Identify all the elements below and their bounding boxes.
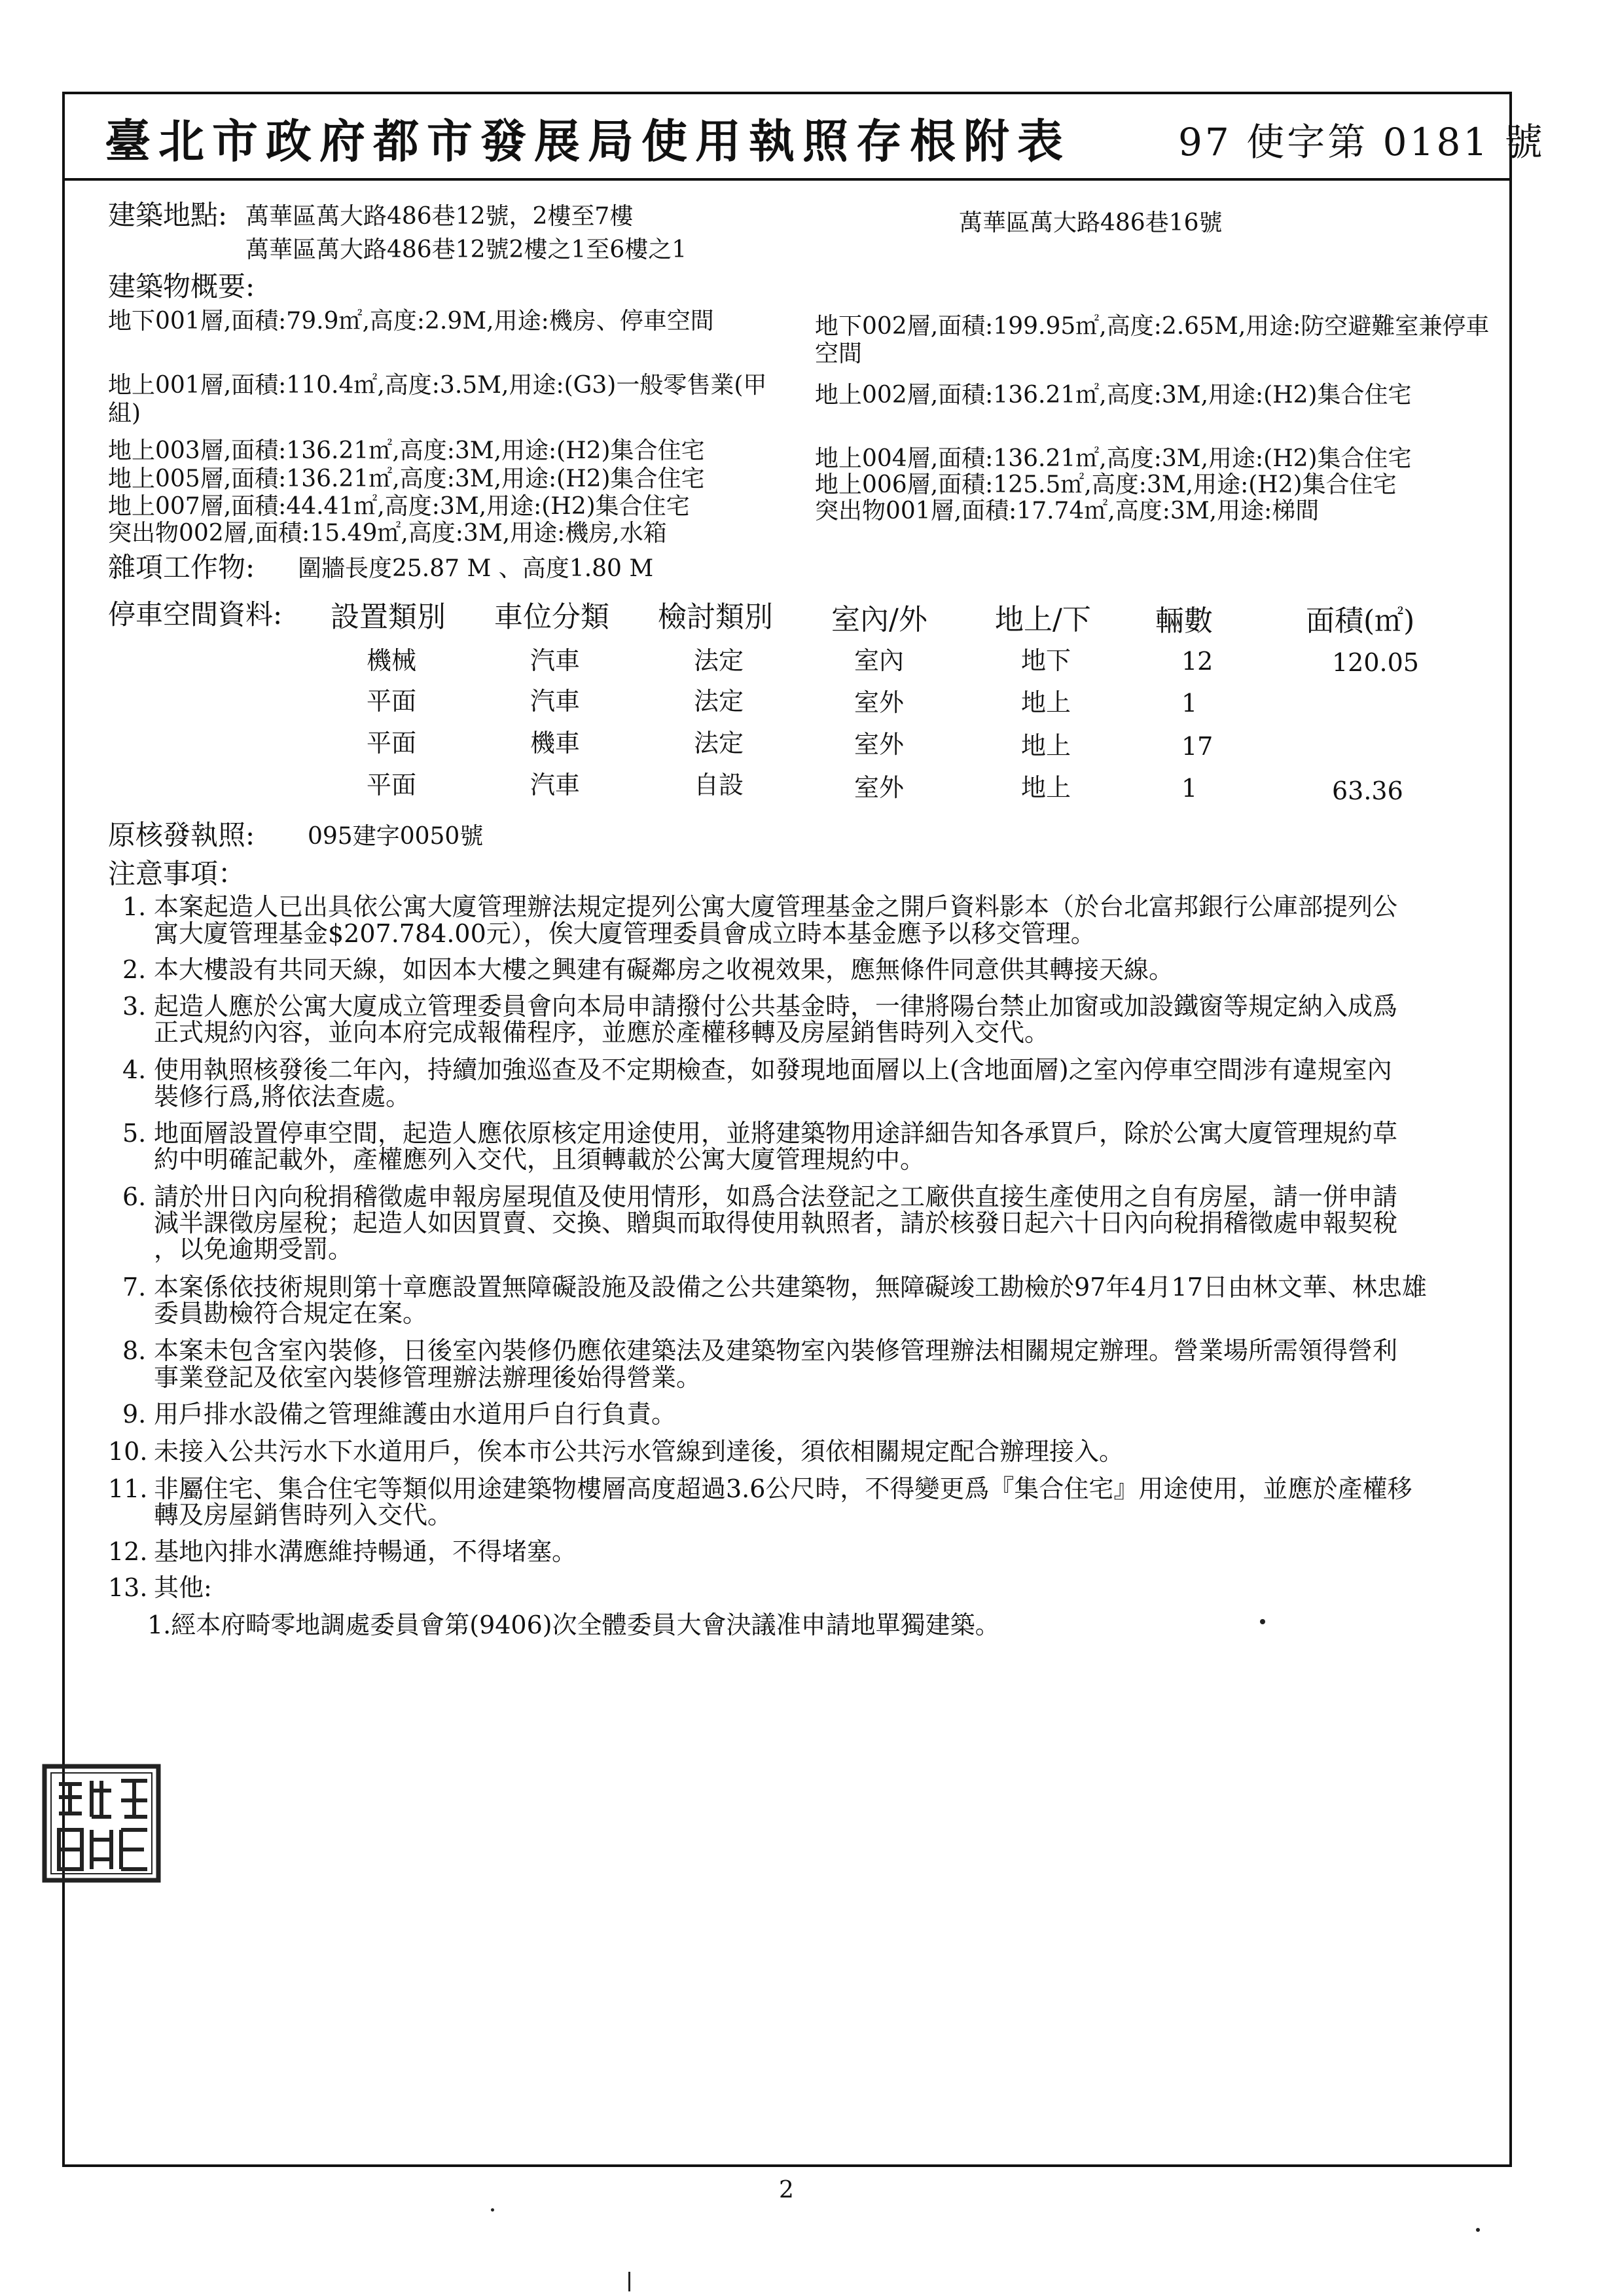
parking-cell-inout: 室內 [854,646,905,675]
note-number: 4. [122,1055,147,1084]
note-line: 本案起造人已出具依公寓大廈管理辦法規定提列公寓大廈管理基金之開戶資料影本（於台北富邦銀行公庫部提列公 [154,892,1398,921]
note-line: 地面層設置停車空間，起造人應依原核定用途使用，並將建築物用途詳細告知各承買戶，除於公寓大廈管理規約草 [154,1119,1398,1148]
parking-cell-level: 地上 [1021,773,1071,802]
parking-cell-area: 120.05 [1332,648,1419,677]
note-line: 本案未包含室內裝修，日後室內裝修仍應依建築法及建築物室內裝修管理辦法相關規定辦理。營業場所需領得營利 [154,1336,1398,1365]
note-number: 2. [122,955,147,984]
parking-cell-area: 63.36 [1332,776,1403,805]
note-line: 本案係依技術規則第十章應設置無障礙設施及設備之公共建築物，無障礙竣工勘檢於97年4月17日由林文華、林忠雄 [154,1273,1427,1302]
note-number: 5. [122,1119,147,1148]
note-sub-item: 1.經本府畸零地調處委員會第(9406)次全體委員大會決議准申請地單獨建築。 [147,1611,1000,1639]
note-number: 8. [122,1336,147,1365]
notes-label: 注意事項： [108,858,246,890]
page-title: 臺北市政府都市發展局使用執照存根附表 [105,114,1071,168]
parking-cell-type: 機械 [367,646,417,675]
parking-header-type: 設置類別 [331,600,446,634]
floor-2f: 地上002層,面積:136.21㎡,高度:3M,用途:(H2)集合住宅 [815,382,1412,409]
note-line: 委員勘檢符合規定在案。 [154,1299,428,1328]
note-line: 其他: [154,1573,212,1602]
note-line: 寓大廈管理基金$207.784.00元），俟大廈管理委員會成立時本基金應予以移交管理。 [154,919,1096,948]
parking-cell-review: 法定 [694,729,744,757]
address-label: 建築地點: [108,199,228,231]
parking-cell-type: 平面 [367,771,417,799]
parking-cell-class: 汽車 [530,646,581,675]
floor-b2: 地下002層,面積:199.95㎡,高度:2.65M,用途:防空避難室兼停車 [815,313,1490,340]
parking-cell-count: 17 [1181,732,1214,761]
floor-b1: 地下001層,面積:79.9㎡,高度:2.9M,用途:機房、停車空間 [108,308,714,335]
note-number: 3. [122,992,147,1021]
misc-value: 圍牆長度25.87 M 、高度1.80 M [298,555,654,582]
note-line: 非屬住宅、集合住宅等類似用途建築物樓層高度超過3.6公尺時，不得變更爲『集合住宅』用途使用，並應於產權移 [154,1474,1412,1503]
header-divider [62,178,1512,181]
parking-cell-class: 汽車 [530,687,581,716]
note-line: 使用執照核發後二年內，持續加強巡查及不定期檢查，如發現地面層以上(含地面層)之室內停車空間涉有違規室內 [154,1055,1392,1084]
parking-cell-type: 平面 [367,687,417,716]
address-line-2: 萬華區萬大路486巷12號2樓之1至6樓之1 [245,236,687,263]
note-line: 正式規約內容，並向本府完成報備程序，並應於產權移轉及房屋銷售時列入交代。 [154,1018,1050,1047]
parking-cell-inout: 室外 [854,688,905,717]
address-line-1: 萬華區萬大路486巷12號，2樓至7樓 [245,203,634,230]
parking-cell-review: 自設 [694,771,744,799]
floor-roof-2: 突出物002層,面積:15.49㎡,高度:3M,用途:機房,水箱 [108,520,667,547]
floor-b2-cont: 空間 [815,340,863,367]
floor-7f: 地上007層,面積:44.41㎡,高度:3M,用途:(H2)集合住宅 [108,493,690,520]
parking-cell-class: 汽車 [530,771,581,799]
floor-5f: 地上005層,面積:136.21㎡,高度:3M,用途:(H2)集合住宅 [108,465,705,492]
parking-cell-count: 12 [1181,647,1214,676]
note-number: 1. [122,892,147,921]
floor-1f: 地上001層,面積:110.4㎡,高度:3.5M,用途:(G3)一般零售業(甲 [108,372,767,399]
note-number: 9. [122,1400,147,1429]
document-number: 97 使字第 0181 號 [1178,120,1545,164]
note-line: 事業登記及依室內裝修管理辦法辦理後始得營業。 [154,1363,702,1392]
note-number: 6. [122,1182,147,1211]
parking-cell-level: 地下 [1021,646,1071,675]
note-number: 7. [122,1273,147,1302]
parking-header-level: 地上/下 [995,603,1091,636]
note-line: 減半課徵房屋稅；起造人如因買賣、交換、贈與而取得使用執照者，請於核發日起六十日內向稅捐稽徵處申報契稅 [154,1209,1398,1237]
parking-cell-class: 機車 [530,729,581,757]
note-line: 轉及房屋銷售時列入交代。 [154,1501,453,1529]
scan-speck [1476,2228,1480,2232]
parking-label: 停車空間資料: [108,598,283,630]
scan-speck [628,2272,630,2291]
parking-cell-review: 法定 [694,687,744,716]
parking-cell-review: 法定 [694,646,744,675]
original-permit-value: 095建字0050號 [308,823,484,850]
scan-speck [491,2208,494,2212]
note-line: 基地內排水溝應維持暢通，不得堵塞。 [154,1537,577,1566]
note-line: 用戶排水設備之管理維護由水道用戶自行負責。 [154,1400,677,1429]
parking-cell-inout: 室外 [854,773,905,802]
note-number: 13. [108,1573,148,1602]
parking-header-count: 輛數 [1155,604,1213,638]
note-line: 約中明確記載外，產權應列入交代，且須轉載於公寓大廈管理規約中。 [154,1145,926,1174]
parking-header-class: 車位分類 [494,600,609,634]
floor-3f: 地上003層,面積:136.21㎡,高度:3M,用途:(H2)集合住宅 [108,437,705,464]
note-line: 未接入公共污水下水道用戶，俟本市公共污水管線到達後，須依相關規定配合辦理接入。 [154,1437,1124,1466]
note-number: 10. [108,1437,148,1466]
note-line: ，以免逾期受罰。 [154,1235,353,1264]
official-seal-icon [39,1761,164,1886]
floor-1f-cont: 組) [108,400,141,427]
parking-cell-count: 1 [1181,689,1198,718]
note-line: 裝修行爲,將依法查處。 [154,1082,411,1111]
page-number: 2 [779,2177,794,2204]
parking-cell-type: 平面 [367,729,417,757]
floor-6f: 地上006層,面積:125.5㎡,高度:3M,用途:(H2)集合住宅 [815,471,1397,498]
parking-cell-level: 地上 [1021,731,1071,760]
note-number: 11. [108,1474,148,1503]
parking-header-area: 面積(㎡) [1306,604,1415,638]
parking-cell-count: 1 [1181,774,1198,803]
parking-header-inout: 室內/外 [831,603,927,636]
note-line: 請於卅日內向稅捐稽徵處申報房屋現值及使用情形，如爲合法登記之工廠供直接生產使用之自有房屋，請一併申請 [154,1182,1398,1211]
misc-label: 雜項工作物: [108,551,255,583]
floor-4f: 地上004層,面積:136.21㎡,高度:3M,用途:(H2)集合住宅 [815,445,1412,472]
original-permit-label: 原核發執照: [108,819,255,851]
parking-cell-level: 地上 [1021,688,1071,717]
scan-speck [1260,1619,1265,1624]
note-line: 本大樓設有共同天線，如因本大樓之興建有礙鄰房之收視效果，應無條件同意供其轉接天線。 [154,955,1174,984]
overview-label: 建築物概要: [108,270,255,302]
note-number: 12. [108,1537,148,1566]
parking-cell-inout: 室外 [854,730,905,759]
address-right: 萬華區萬大路486巷16號 [959,210,1223,236]
note-line: 起造人應於公寓大廈成立管理委員會向本局申請撥付公共基金時，一律將陽台禁止加窗或加設鐵窗等規定納入成爲 [154,992,1398,1021]
floor-roof-1: 突出物001層,面積:17.74㎡,高度:3M,用途:梯間 [815,498,1320,524]
parking-header-review: 檢討類別 [658,600,773,634]
